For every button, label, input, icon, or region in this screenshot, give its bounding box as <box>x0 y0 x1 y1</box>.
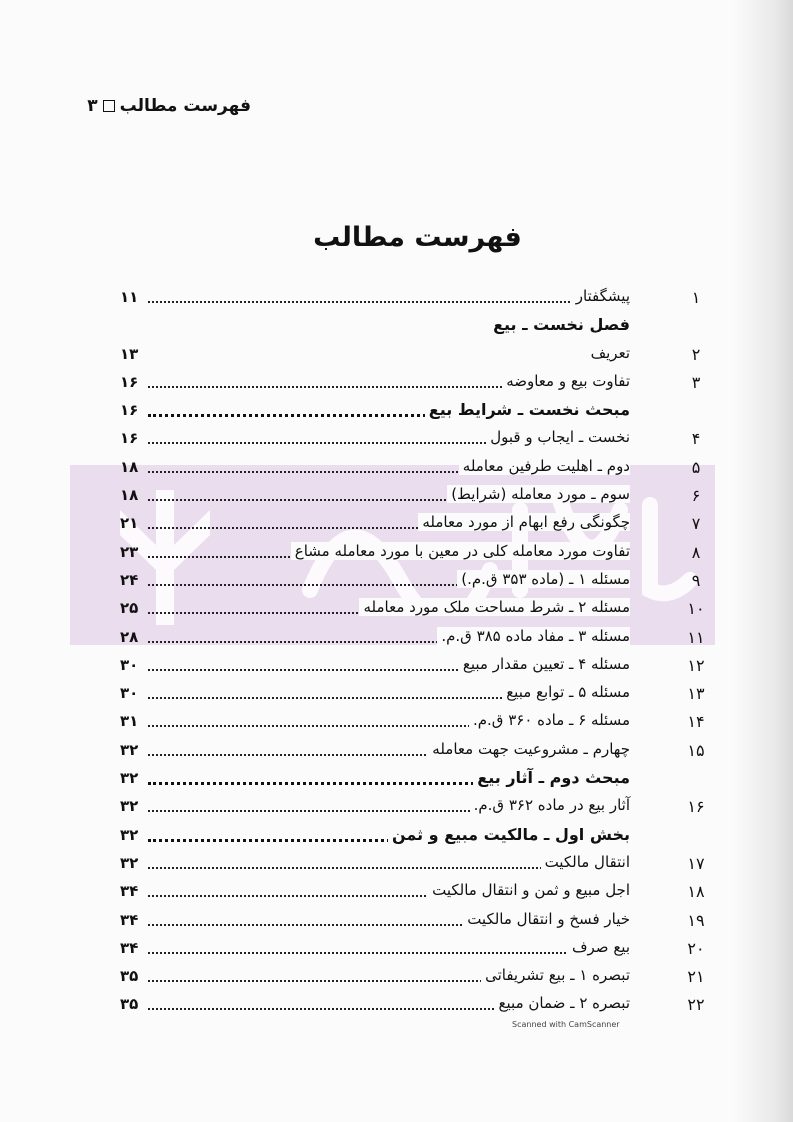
toc-entry-title <box>433 627 630 645</box>
toc-entry[interactable] <box>120 567 710 595</box>
toc-section-heading[interactable] <box>120 822 710 850</box>
toc-entry-number: ۷ <box>691 514 701 534</box>
toc-entry-number: ۱۲ <box>687 655 705 675</box>
toc-entry-number: ۱۰ <box>687 599 705 619</box>
toc-entry-page: ۳۲ <box>120 740 139 759</box>
toc-entry-number: ۹ <box>691 570 701 590</box>
toc-entry-title-text: سوم ـ مورد معامله (شرایط) <box>447 485 630 503</box>
toc-section-heading[interactable] <box>120 397 710 425</box>
toc-entry[interactable] <box>120 369 710 397</box>
toc-entry[interactable] <box>120 284 710 312</box>
running-header-text: فهرست مطالب <box>119 96 251 116</box>
toc-entry[interactable] <box>120 425 710 453</box>
toc-entry-title-text: تعریف <box>587 344 630 362</box>
toc-entry-number: ۱۴ <box>687 712 705 732</box>
dot-leader <box>148 952 630 954</box>
toc-entry-number: ۱۶ <box>687 797 705 817</box>
toc-entry-title <box>477 966 630 984</box>
toc-entry-number: ۵ <box>691 457 701 477</box>
toc-entry-page: ۲۸ <box>120 627 139 646</box>
toc-entry-title <box>424 740 630 758</box>
toc-list <box>120 284 710 1020</box>
toc-entry-page: ۳۲ <box>120 797 139 816</box>
toc-entry[interactable] <box>120 652 710 680</box>
toc-entry[interactable] <box>120 907 710 935</box>
toc-entry-page: ۳۵ <box>120 967 139 986</box>
toc-entry[interactable] <box>120 482 710 510</box>
toc-entry-title <box>421 400 630 419</box>
toc-entry-page: ۳۵ <box>120 995 139 1014</box>
toc-entry-number: ۶ <box>691 486 701 506</box>
toc-entry-title-text: مسئله ۵ ـ توابع مبیع <box>502 683 630 701</box>
toc-entry-page: ۱۳ <box>120 344 139 363</box>
toc-entry-number: ۱۹ <box>687 910 705 930</box>
square-ornament-icon <box>103 100 115 112</box>
toc-entry-title-text: مسئله ۴ ـ تعیین مقدار مبیع <box>459 655 630 673</box>
toc-entry-page: ۳۲ <box>120 825 139 844</box>
toc-entry-number: ۲ <box>691 344 701 364</box>
toc-entry-title <box>498 683 630 701</box>
toc-entry-number: ۳ <box>691 372 701 392</box>
toc-entry-title <box>466 796 630 814</box>
toc-entry-page: ۳۴ <box>120 882 139 901</box>
toc-section-heading[interactable] <box>120 312 710 340</box>
toc-entry-title-text: خیار فسخ و انتقال مالکیت <box>463 910 630 928</box>
toc-entry-number: ۱۱ <box>687 627 705 647</box>
toc-entry-title <box>455 655 630 673</box>
toc-entry-title-text: مبحث نخست ـ شرایط بیع <box>425 400 630 419</box>
toc-entry-title-text: مسئله ۶ ـ ماده ۳۶۰ ق.م. <box>469 711 630 729</box>
toc-entry-title-text: مبحث دوم ـ آثار بیع <box>473 768 630 787</box>
toc-entry-title <box>469 768 630 787</box>
toc-entry-title <box>287 542 630 560</box>
toc-entry[interactable] <box>120 793 710 821</box>
toc-entry-number: ۲۰ <box>687 938 705 958</box>
running-header-page: ۳ <box>87 96 98 116</box>
toc-entry-page: ۱۶ <box>120 429 139 448</box>
toc-entry[interactable] <box>120 708 710 736</box>
toc-entry-title-text: دوم ـ اهلیت طرفین معامله <box>459 457 630 475</box>
toc-entry[interactable] <box>120 341 710 369</box>
toc-entry[interactable] <box>120 737 710 765</box>
page-edge-shadow <box>733 0 793 1122</box>
toc-entry[interactable] <box>120 935 710 963</box>
toc-entry-page: ۳۰ <box>120 655 139 674</box>
toc-entry-title <box>455 457 630 475</box>
toc-entry-title <box>465 711 630 729</box>
toc-entry-title <box>564 938 630 956</box>
toc-entry[interactable] <box>120 963 710 991</box>
toc-entry[interactable] <box>120 454 710 482</box>
toc-entry-page: ۲۱ <box>120 514 139 533</box>
toc-entry-page: ۳۴ <box>120 910 139 929</box>
toc-entry-page: ۱۶ <box>120 372 139 391</box>
toc-entry-page: ۱۸ <box>120 457 139 476</box>
toc-entry-page: ۳۰ <box>120 684 139 703</box>
toc-entry-title-text: مسئله ۳ ـ مفاد ماده ۳۸۵ ق.م. <box>437 627 630 645</box>
toc-entry-page: ۳۴ <box>120 938 139 957</box>
toc-entry-page: ۳۲ <box>120 769 139 788</box>
toc-entry-page: ۳۲ <box>120 853 139 872</box>
toc-entry-number: ۱۸ <box>687 882 705 902</box>
toc-entry[interactable] <box>120 595 710 623</box>
toc-entry-title <box>459 910 630 928</box>
toc-entry-title <box>443 485 630 503</box>
toc-entry-title-text: فصل نخست ـ بیع <box>489 315 630 334</box>
toc-entry-title <box>498 372 630 390</box>
toc-entry-title-text: اجل مبیع و ثمن و انتقال مالکیت <box>428 881 630 899</box>
toc-entry-title-text: مسئله ۲ ـ شرط مساحت ملک مورد معامله <box>359 598 630 616</box>
toc-entry-title-text: آثار بیع در ماده ۳۶۲ ق.م. <box>470 796 630 814</box>
toc-entry-title <box>384 825 630 844</box>
toc-entry-number: ۱۵ <box>687 740 705 760</box>
toc-entry-number: ۱ <box>691 288 701 307</box>
toc-entry-page: ۲۵ <box>120 599 139 618</box>
toc-entry-title <box>355 598 630 616</box>
toc-entry-title-text: پیشگفتار <box>572 287 630 305</box>
toc-entry-title-text: چگونگی رفع ابهام از مورد معامله <box>418 513 630 531</box>
toc-entry-title-text: تفاوت بیع و معاوضه <box>502 372 630 390</box>
toc-entry-page: ۱۸ <box>120 486 139 505</box>
running-header <box>31 96 251 116</box>
toc-entry[interactable] <box>120 539 710 567</box>
toc-entry[interactable] <box>120 624 710 652</box>
toc-entry-title <box>424 881 630 899</box>
toc-entry-number: ۲۱ <box>687 967 705 987</box>
toc-entry-title-text: بخش اول ـ مالکیت مبیع و ثمن <box>388 825 630 844</box>
toc-entry-title-text: انتقال مالکیت <box>541 853 630 871</box>
toc-entry-page: ۲۴ <box>120 570 139 589</box>
toc-entry-title-text: بیع صرف <box>568 938 630 956</box>
toc-entry-number: ۱۳ <box>687 684 705 704</box>
page-title: فهرست مطالب <box>313 222 522 253</box>
toc-entry-title-text: تفاوت مورد معامله کلی در معین با مورد معامله مشاع <box>291 542 630 560</box>
toc-entry[interactable] <box>120 510 710 538</box>
toc-section-heading[interactable] <box>120 765 710 793</box>
toc-entry-number: ۸ <box>691 542 701 562</box>
toc-entry-page: ۱۶ <box>120 401 139 420</box>
toc-entry-title <box>482 428 630 446</box>
toc-entry-title-text: تبصره ۱ ـ بیع تشریفاتی <box>481 966 630 984</box>
toc-entry[interactable] <box>120 991 710 1019</box>
toc-entry-title <box>537 853 630 871</box>
toc-entry-title <box>453 570 630 588</box>
dot-leader <box>148 301 630 303</box>
toc-entry[interactable] <box>120 850 710 878</box>
toc-entry-number: ۴ <box>691 429 701 449</box>
toc-entry-title <box>491 994 630 1012</box>
toc-entry-title <box>583 344 630 362</box>
toc-entry[interactable] <box>120 878 710 906</box>
toc-entry-number: ۲۲ <box>687 995 705 1015</box>
toc-entry-title <box>568 287 630 305</box>
toc-entry[interactable] <box>120 680 710 708</box>
toc-entry-title <box>414 513 630 531</box>
toc-entry-title-text: تبصره ۲ ـ ضمان مبیع <box>495 994 630 1012</box>
toc-entry-number: ۱۷ <box>687 853 705 873</box>
toc-entry-title-text: نخست ـ ایجاب و قبول <box>486 428 630 446</box>
toc-entry-title-text: چهارم ـ مشروعیت جهت معامله <box>428 740 630 758</box>
toc-entry-title-text: مسئله ۱ ـ (ماده ۳۵۳ ق.م.) <box>457 570 630 588</box>
scan-footer: Scanned with CamScanner <box>512 1020 620 1029</box>
toc-entry-page: ۳۱ <box>120 712 139 731</box>
toc-entry-title <box>485 315 630 334</box>
toc-entry-page: ۲۳ <box>120 542 139 561</box>
toc-entry-page: ۱۱ <box>120 288 139 306</box>
